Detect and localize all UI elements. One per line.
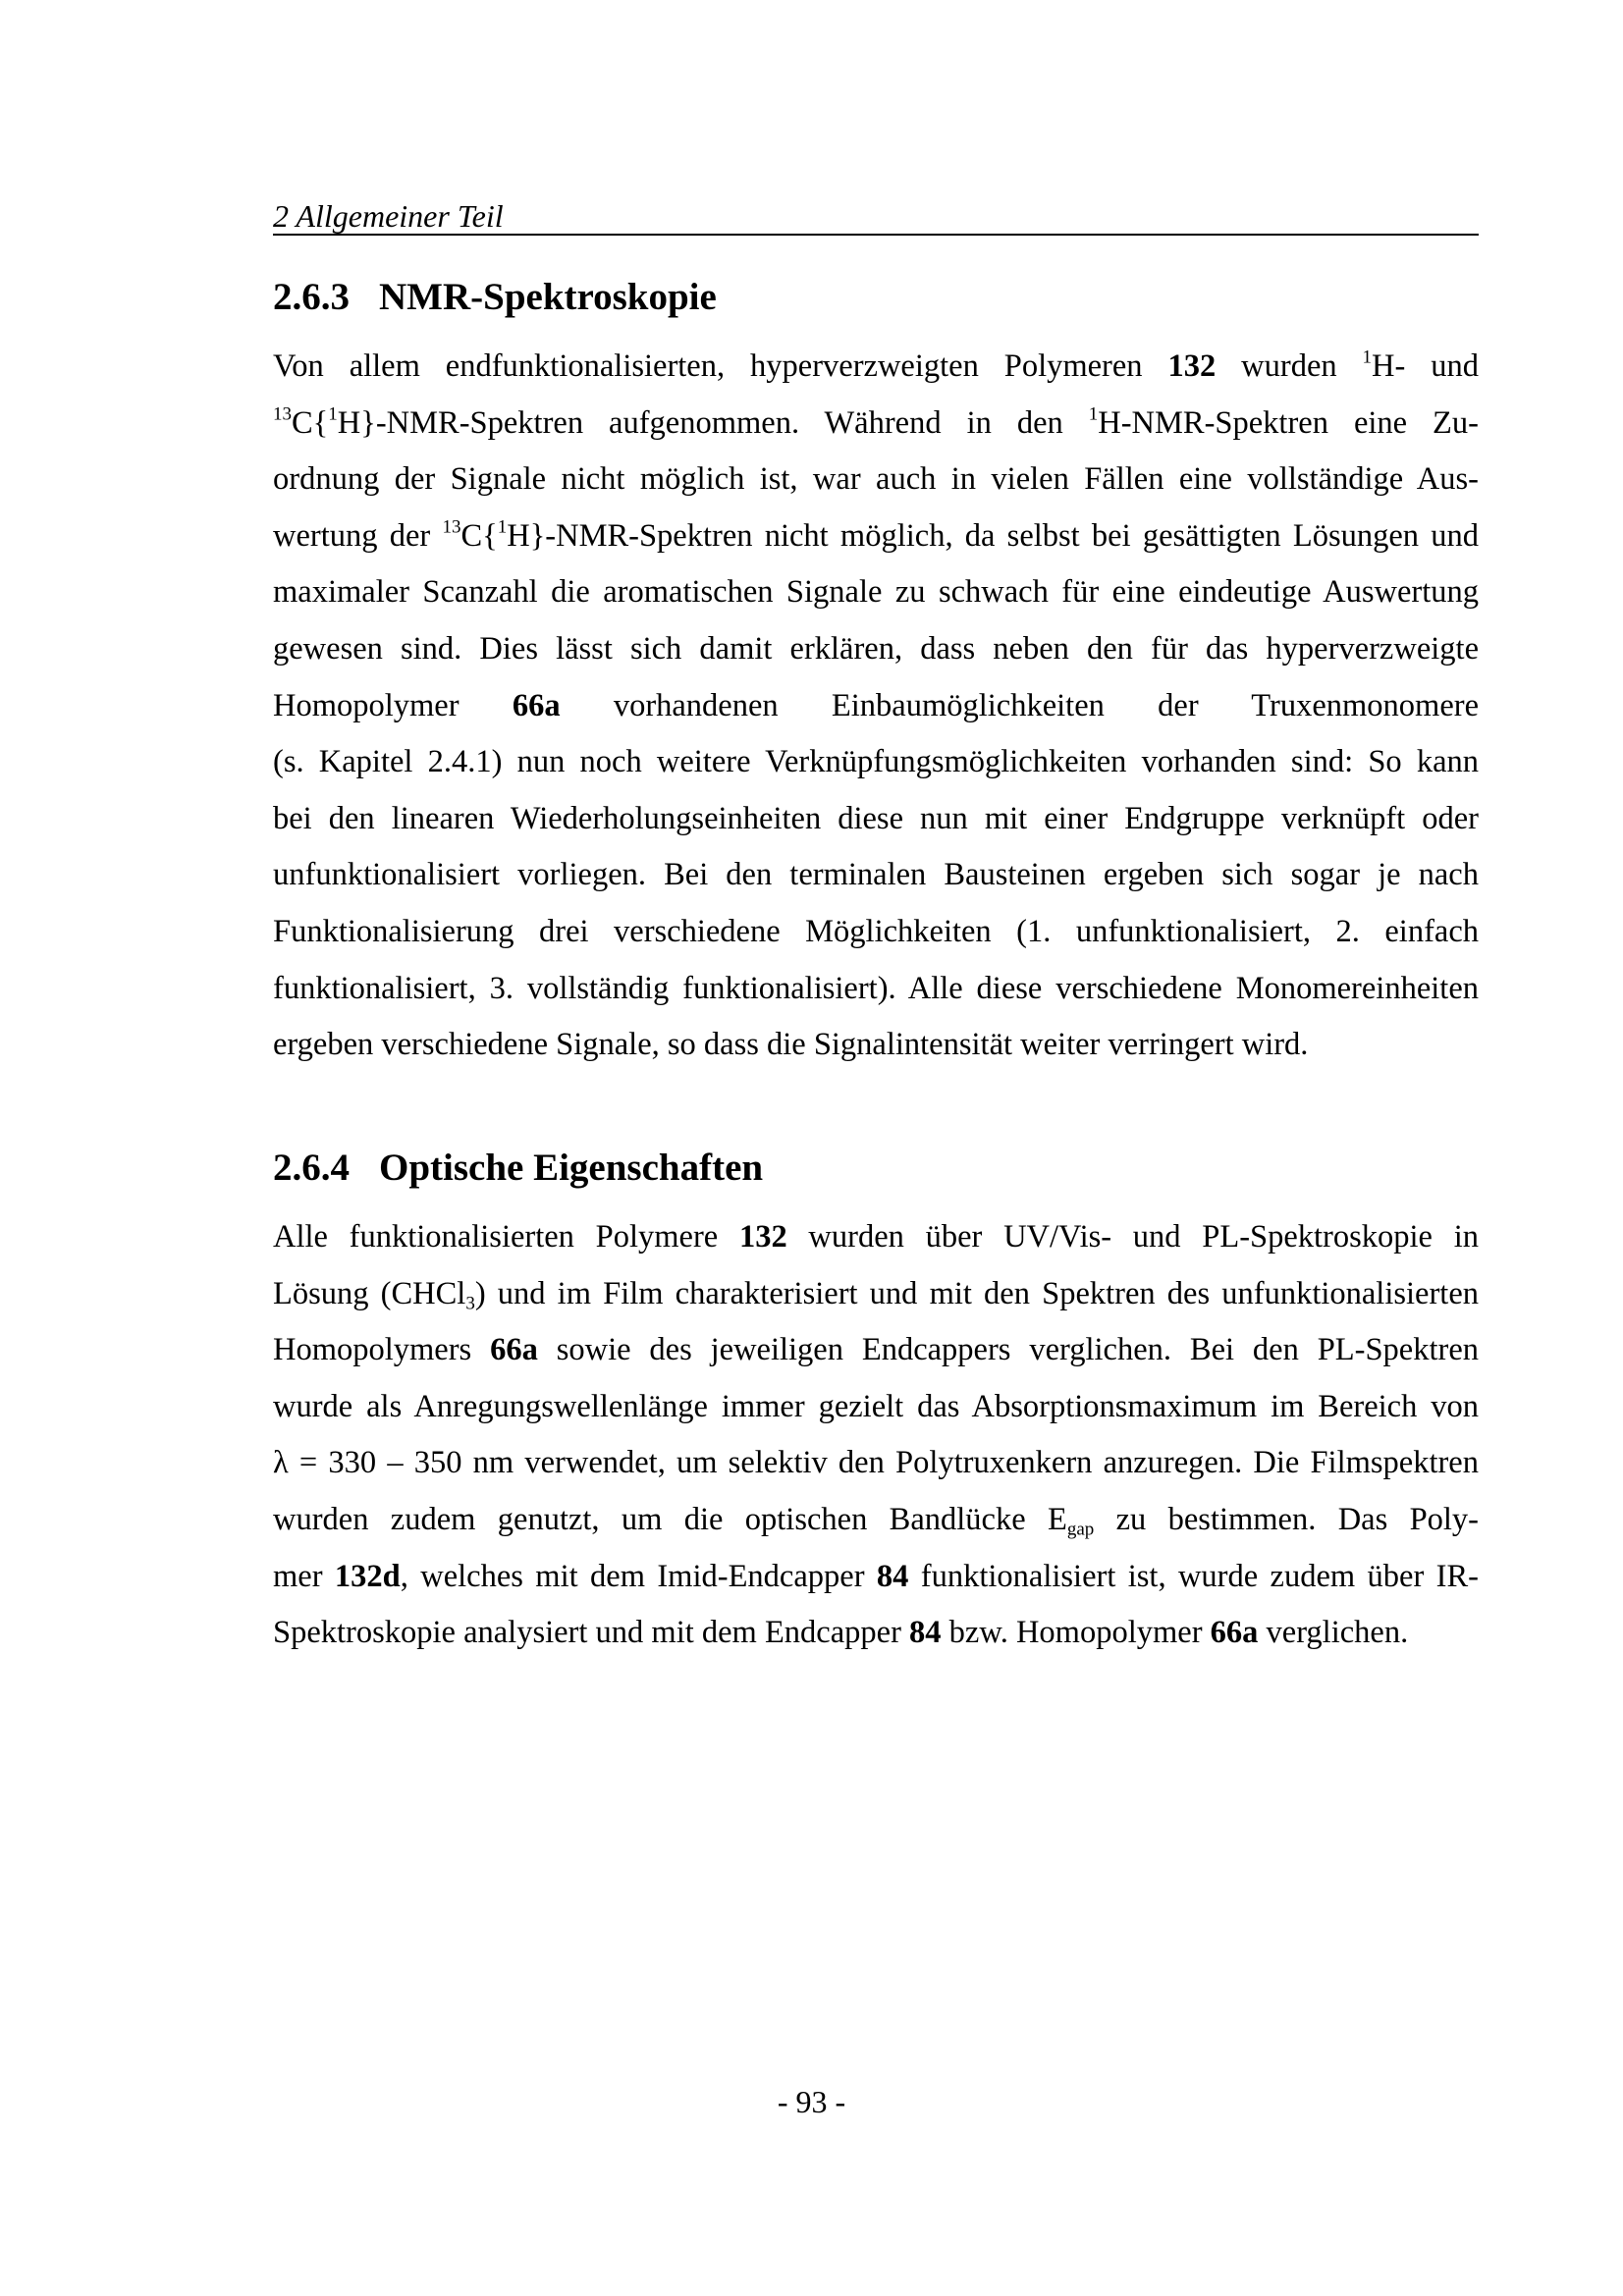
running-header-title: 2 Allgemeiner Teil [273, 198, 504, 234]
section-title: Optische Eigenschaften [379, 1147, 764, 1189]
text-line: Von allem endfunktionalisierten, hyperverzweigten Polymeren 132 wurden $^1$H- und [273, 347, 1480, 384]
text-line: $^{13}$C{$^1$H}-NMR-Spektren aufgenommen. Während in den $^1$H-NMR-Spektren eine Zu- [273, 403, 1479, 441]
text-line: Lösung (CHCl$_3$) und im Film charakterisiert und mit den Spektren des unfunktionalisierten [273, 1275, 1479, 1314]
page-number: - 93 - [777, 2084, 846, 2119]
text-line: unfunktionalisiert vorliegen. Bei den terminalen Bausteinen ergeben sich sogar je nach [273, 857, 1479, 893]
section-title: NMR-Spektroskopie [379, 276, 717, 318]
text-line: bei den linearen Wiederholungseinheiten diese nun mit einer Endgruppe verknüpft oder [273, 800, 1479, 836]
text-line: Funktionalisierung drei verschiedene Möglichkeiten (1. unfunktionalisiert, 2. einfach [273, 913, 1479, 949]
text-line: wurden zudem genutzt, um die optischen Bandlücke $E_{gap}$ zu bestimmen. Das Poly- [273, 1501, 1479, 1540]
text-line: λ = 330 – 350 nm verwendet, um selektiv den Polytruxenkern anzuregen. Die Filmspektren [273, 1445, 1479, 1481]
text-line: (s. Kapitel 2.4.1) nun noch weitere Verknüpfungsmöglichkeiten vorhanden sind: So kann [273, 744, 1479, 780]
text-line: Alle funktionalisierten Polymere 132 wurden über UV/Vis- und PL-Spektroskopie in [273, 1219, 1479, 1255]
text-line: Spektroskopie analysiert und mit dem Endcapper 84 bzw. Homopolymer 66a verglichen. [273, 1615, 1409, 1651]
text-line: maximaler Scanzahl die aromatischen Signale zu schwach für eine eindeutige Auswertung [273, 574, 1479, 611]
text-line: funktionalisiert, 3. vollständig funktionalisiert). Alle diese verschiedene Monomereinheiten [273, 970, 1479, 1006]
paragraph-optics [273, 1209, 1479, 1662]
text-line: Homopolymer 66a vorhandenen Einbaumöglichkeiten der Truxenmonomere [273, 687, 1479, 723]
section-number: 2.6.3 [273, 276, 350, 318]
text-line: ordnung der Signale nicht möglich ist, war auch in vielen Fällen eine vollständige Aus- [273, 461, 1479, 498]
text-line: wurde als Anregungswellenlänge immer gezielt das Absorptionsmaximum im Bereich von [273, 1388, 1479, 1424]
text-line: gewesen sind. Dies lässt sich damit erklären, dass neben den für das hyperverzweigte [273, 630, 1479, 667]
running-header [273, 194, 1479, 236]
text-line: Homopolymers 66a sowie des jeweiligen Endcappers verglichen. Bei den PL-Spektren [273, 1332, 1479, 1368]
text-line: wertung der $^{13}$C{$^1$H}-NMR-Spektren nicht möglich, da selbst bei gesättigten Lösungen und [273, 516, 1479, 554]
text-line: ergeben verschiedene Signale, so dass die Signalintensität weiter verringert wird. [273, 1027, 1309, 1063]
section-heading-2-6-3 [273, 278, 717, 316]
text-line: mer 132d, welches mit dem Imid-Endcapper 84 funktionalisiert ist, wurde zudem über IR- [273, 1558, 1480, 1594]
section-number: 2.6.4 [273, 1147, 350, 1189]
paragraph-nmr [273, 339, 1479, 1074]
section-heading-2-6-4 [273, 1148, 763, 1187]
